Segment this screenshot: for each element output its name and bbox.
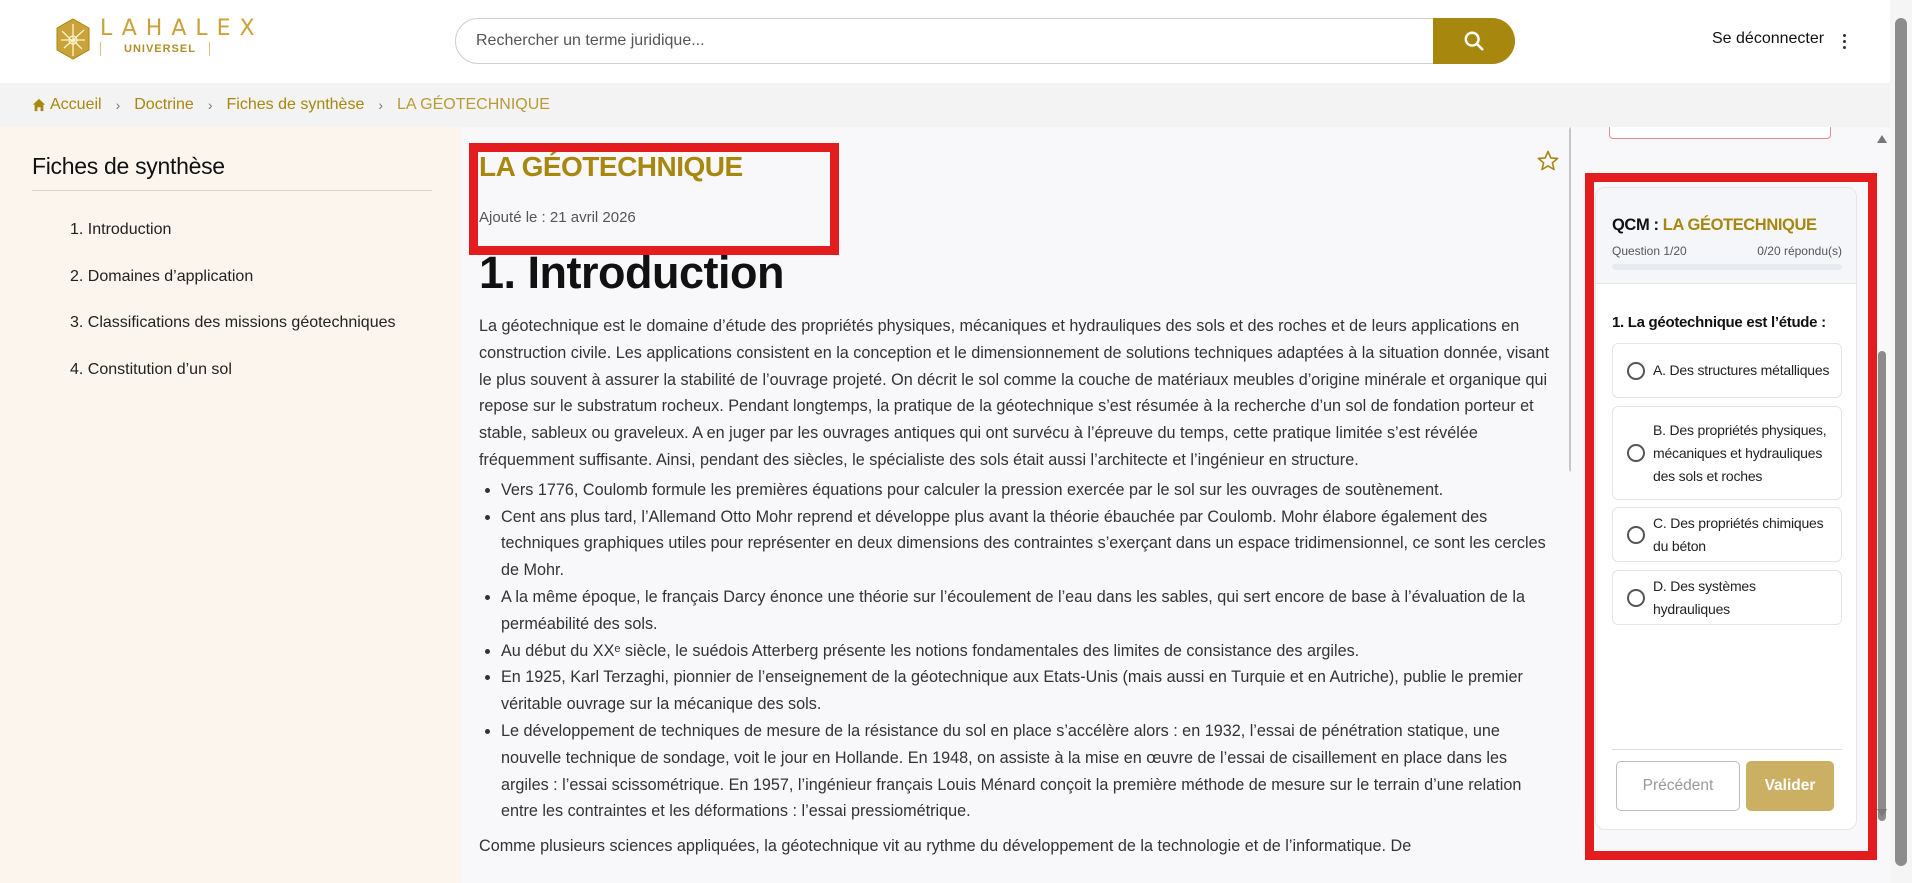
- highlight-box-title: [469, 143, 839, 255]
- toc-item-introduction[interactable]: 1. Introduction: [70, 221, 172, 238]
- previous-button[interactable]: Précédent: [1616, 761, 1740, 811]
- article-body: [479, 313, 1559, 863]
- history-list: [479, 477, 1559, 825]
- intro-paragraph: La géotechnique est le domaine d’étude des propriétés physiques, mécaniques et hydrauliques des sols et des roches et de leurs applications en construction civile. Les applications consistent en la conception et le dimensionnement de solutions techniques adaptées à la situation donnée, visant le plus souvent à assurer la stabilité de l’ouvrage projeté. On décrit le sol comme la couche de matériaux meubles d’origine minérale et organique qui repose sur le substratum rocheux. Pendant longtemps, la pratique de la géotechnique s’est résumée à la recherche d’un sol de fondation porteur et stable, sableux ou graveleux. A en juger par les ouvrages antiques qui ont survécu à l’épreuve du temps, cette pratique limitée s’est révélée fréquemment suffisante. Ainsi, pendant des siècles, le spécialiste des sols était aussi l’architecte et l’ingénieur en structure.: [479, 317, 1549, 469]
- list-item: • Cent ans plus tard, l’Allemand Otto Mohr reprend et développe plus avant la théorie ébauchée par Coulomb. Mohr élabore également des techniques graphiques utiles pour représenter en deux dimensions des contraintes s’exerçant dans un espace tridimensionnel, ce sont les cercles de Mohr.: [501, 504, 1559, 584]
- answered-counter: 0/20 répondu(s): [1757, 244, 1842, 258]
- logo-subtext: UNIVERSEL: [124, 43, 196, 55]
- section-heading: 1. Introduction: [479, 247, 784, 298]
- search-icon: [1463, 30, 1485, 52]
- breadcrumb-home-label: Accueil: [50, 96, 102, 113]
- search-input[interactable]: [476, 19, 1436, 63]
- lahalex-logo[interactable]: [52, 16, 264, 66]
- qcm-subject: LA GÉOTECHNIQUE: [1662, 216, 1817, 234]
- chevron-right-icon: ›: [378, 97, 384, 113]
- chevron-right-icon: ›: [207, 97, 213, 113]
- list-item: • En 1925, Karl Terzaghi, pionnier de l’enseignement de la géotechnique aux Etats-Unis (mais aussi en Turquie et en Autriche), publie le premier véritable ouvrage sur la mécanique des sols.: [501, 664, 1559, 718]
- trailing-paragraph: Comme plusieurs sciences appliquées, la géotechnique vit au rythme du développement de la technologie et de l’informatique. De: [479, 837, 1412, 856]
- article-content: [461, 127, 1571, 883]
- list-item: • Vers 1776, Coulomb formule les premières équations pour calculer la pression exercée par le sol sur les ouvrages de soutènement.: [501, 477, 1559, 504]
- logo-text: LAHALEX: [100, 16, 264, 41]
- toc-sidebar: [0, 127, 461, 883]
- list-item: • A la même époque, le français Darcy énonce une théorie sur l’écoulement de l’eau dans les sables, qui sert encore de base à l’évaluation de la perméabilité des sols.: [501, 584, 1559, 638]
- option-label: B. Des propriétés physiques, mécaniques et hydrauliques des sols et roches: [1653, 421, 1827, 484]
- question-counter: Question 1/20: [1612, 244, 1687, 258]
- search-bar: [455, 18, 1515, 64]
- submit-button[interactable]: Valider: [1746, 761, 1834, 811]
- breadcrumb: [0, 83, 1890, 127]
- search-button[interactable]: [1433, 18, 1515, 64]
- previous-card-edge: [1609, 127, 1831, 139]
- question-text: 1. La géotechnique est l’étude :: [1612, 314, 1826, 331]
- logout-link[interactable]: Se déconnecter: [1712, 30, 1825, 47]
- article-title: LA GÉOTECHNIQUE: [479, 151, 743, 182]
- highlight-box-qcm: [1585, 173, 1877, 860]
- favorite-star-icon[interactable]: [1536, 149, 1560, 178]
- top-header: [0, 0, 1890, 83]
- scroll-down-icon[interactable]: [1877, 809, 1887, 817]
- list-item: • Au début du XXᵉ siècle, le suédois Atterberg présente les notions fondamentales des limites de consistance des argiles.: [501, 638, 1559, 665]
- added-date: Ajouté le : 21 avril 2026: [479, 209, 636, 226]
- window-scrollbar[interactable]: [1890, 0, 1912, 883]
- chevron-right-icon: ›: [115, 97, 121, 113]
- panel-scrollbar[interactable]: [1872, 127, 1890, 883]
- qcm-panel: [1571, 127, 1890, 883]
- breadcrumb-fiches[interactable]: Fiches de synthèse: [226, 96, 365, 113]
- home-icon: [32, 98, 46, 112]
- breadcrumb-doctrine[interactable]: Doctrine: [134, 96, 194, 113]
- logo-decoration: [100, 42, 210, 56]
- option-label: C. Des propriétés chimiques du béton: [1653, 514, 1824, 554]
- toc-item-constitution[interactable]: 4. Constitution d’un sol: [70, 360, 232, 378]
- toc-list: [70, 207, 396, 393]
- option-label: D. Des systèmes hydrauliques: [1653, 577, 1756, 617]
- more-menu-icon[interactable]: [1836, 30, 1852, 52]
- sidebar-title: Fiches de synthèse: [32, 153, 225, 179]
- scroll-up-icon[interactable]: [1877, 135, 1887, 143]
- panel-scrollbar-thumb[interactable]: [1878, 351, 1886, 821]
- toc-item-domaines[interactable]: 2. Domaines d’application: [70, 267, 254, 285]
- list-item: • Le développement de techniques de mesure de la résistance du sol en place s’accélère alors : en 1932, l’essai de pénétration statique, une nouvelle technique de sondage, voit le jour en Hollande. En 1948, on assiste à la mise en œuvre de l’essai de cisaillement en place dans les argiles : l’essai scissométrique. En 1957, l’ingénieur français Louis Ménard conçoit la première méthode de mesure sur le terrain d’une relation entre les contraintes et les déformations : l’essai pressiométrique.: [501, 718, 1559, 825]
- breadcrumb-current: LA GÉOTECHNIQUE: [397, 96, 550, 113]
- toc-item-classifications[interactable]: 3. Classifications des missions géotechniques: [70, 314, 396, 331]
- qcm-label: QCM :: [1612, 216, 1663, 234]
- window-scrollbar-thumb[interactable]: [1895, 18, 1907, 866]
- option-label: A. Des structures métalliques: [1653, 362, 1830, 378]
- breadcrumb-home[interactable]: [32, 96, 102, 114]
- sidebar-divider: [32, 190, 432, 191]
